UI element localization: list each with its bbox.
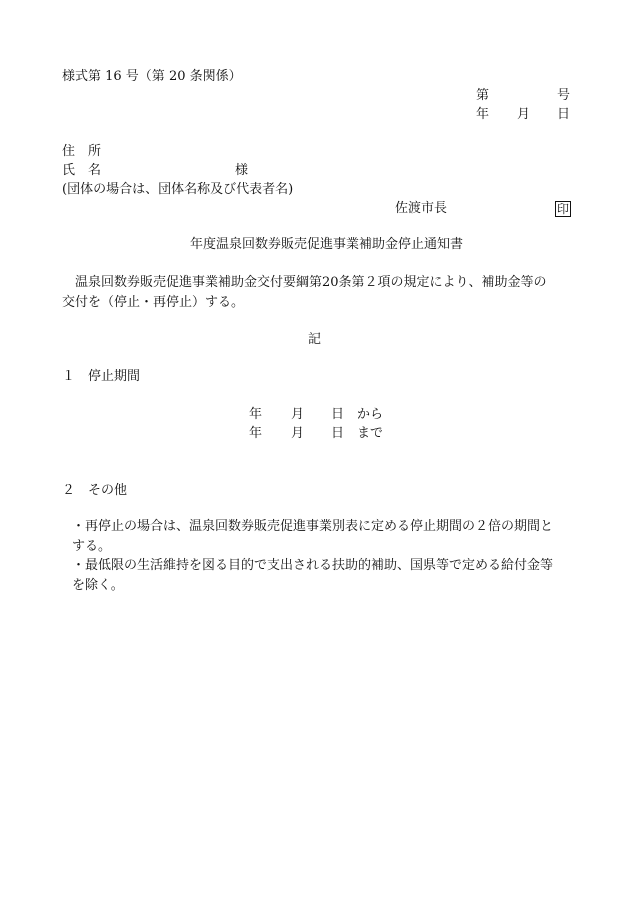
- from-suffix: から: [357, 407, 384, 422]
- org-note: (団体の場合は、団体名称及び代表者名): [62, 182, 294, 197]
- honorific: 様: [235, 163, 249, 178]
- issuer-title: 佐渡市長: [395, 201, 448, 216]
- from-year: 年: [249, 407, 263, 422]
- to-day: 日: [331, 426, 345, 441]
- body-line-1: 温泉回数券販売促進事業補助金交付要綱第20条第２項の規定により、補助金等の: [75, 275, 547, 290]
- date-day: 日: [557, 107, 571, 122]
- document-title: 年度温泉回数券販売促進事業補助金停止通知書: [190, 237, 464, 252]
- number-suffix: 号: [557, 88, 571, 103]
- note2-line1: ・最低限の生活維持を図る目的で支出される扶助的補助、国県等で定める給付金等: [72, 558, 554, 573]
- to-suffix: まで: [357, 426, 384, 441]
- address-label: 住 所: [62, 144, 102, 159]
- form-label: 様式第 16 号（第 20 条関係）: [62, 69, 242, 84]
- note1-line1: ・再停止の場合は、温泉回数券販売促進事業別表に定める停止期間の２倍の期間と: [72, 519, 554, 534]
- seal-mark: [555, 201, 571, 217]
- seal-text: 印: [557, 202, 570, 216]
- name-label: 氏 名: [62, 163, 102, 178]
- from-month: 月: [291, 407, 305, 422]
- note1-line2: する。: [72, 539, 112, 554]
- from-day: 日: [331, 407, 345, 422]
- date-month: 月: [517, 107, 531, 122]
- section2-heading: ２ その他: [62, 483, 128, 498]
- note2-line2: を除く。: [72, 578, 124, 593]
- to-month: 月: [291, 426, 305, 441]
- date-year: 年: [476, 107, 490, 122]
- body-line-2: 交付を（停止・再停止）する。: [62, 295, 245, 310]
- number-prefix: 第: [476, 88, 490, 103]
- to-year: 年: [249, 426, 263, 441]
- ki-label: 記: [308, 332, 322, 347]
- section1-heading: １ 停止期間: [62, 369, 141, 384]
